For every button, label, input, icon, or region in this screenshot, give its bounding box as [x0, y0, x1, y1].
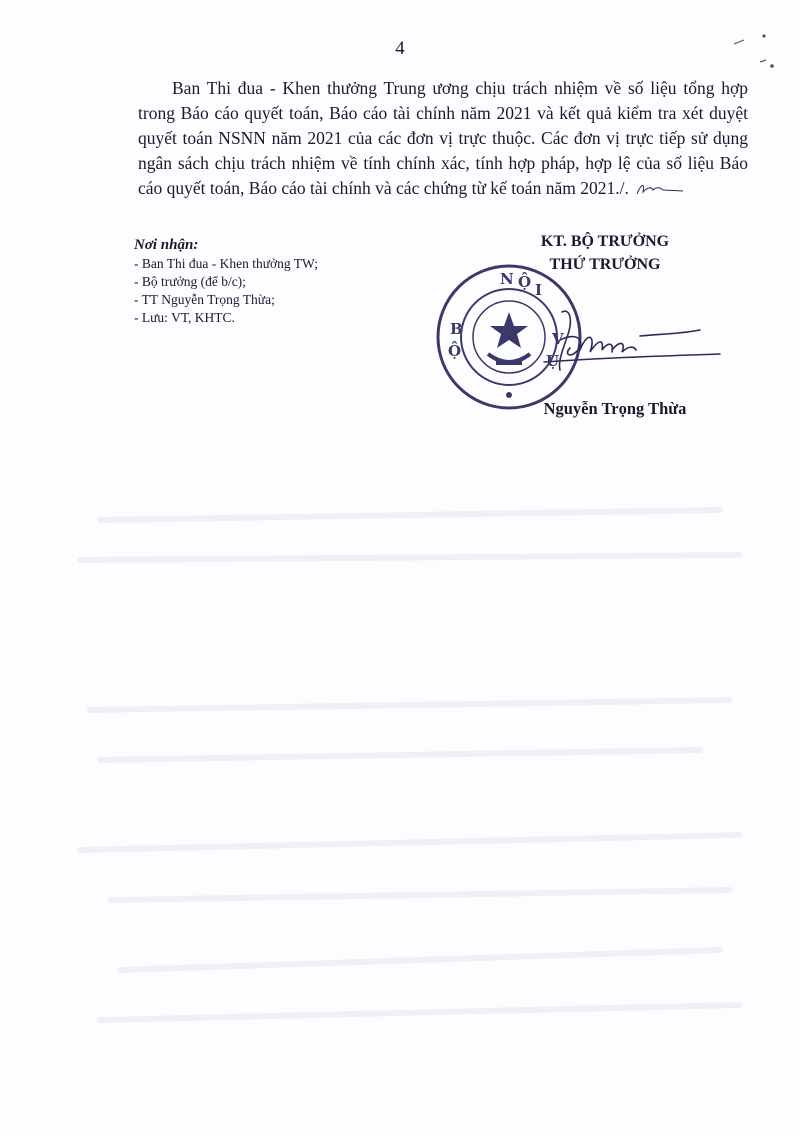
recipients-heading: Nơi nhận:: [134, 237, 199, 253]
recipient-item: - TT Nguyễn Trọng Thừa;: [134, 292, 275, 307]
signature-title-line2: THỨ TRƯỞNG: [549, 256, 661, 273]
svg-text:I: I: [535, 281, 543, 299]
scan-bleed-through: [40, 430, 780, 1110]
svg-text:Ộ: Ộ: [448, 342, 462, 360]
svg-text:V: V: [552, 330, 564, 348]
scan-corner-marks: [720, 22, 780, 72]
svg-text:N: N: [500, 270, 514, 288]
recipient-item: - Bộ trưởng (để b/c);: [134, 274, 246, 289]
recipients-list: [134, 255, 424, 327]
recipient-item: - Ban Thi đua - Khen thưởng TW;: [134, 256, 319, 271]
body-paragraph-text: Ban Thi đua - Khen thưởng Trung ương chịu trách nhiệm về số liệu tổng hợp trong Báo cáo quyết toán, Báo cáo tài chính năm 2021 và kết quả kiểm tra xét duyệt quyết toán NSNN năm 2021 của các đơn vị trực thuộc. Các đơn vị trực tiếp sử dụng ngân sách chịu trách nhiệm về tính chính xác, tính hợp pháp, hợp lệ của số liệu Báo cáo quyết toán, Báo cáo tài chính và các chứng từ kế toán năm 2021./.: [138, 78, 748, 198]
recipients-block: [134, 236, 424, 327]
recipient-item: - Lưu: VT, KHTC.: [134, 310, 235, 325]
svg-text:Ụ: Ụ: [546, 352, 560, 370]
svg-text:B: B: [450, 320, 463, 338]
initial-signature-mark: [633, 178, 685, 204]
signature-title-line1: KT. BỘ TRƯỞNG: [540, 233, 670, 250]
signer-name: Nguyễn Trọng Thừa: [543, 399, 687, 418]
svg-text:Ộ: Ộ: [518, 273, 532, 291]
page-number: 4: [395, 38, 405, 59]
handwritten-signature: [540, 300, 730, 390]
